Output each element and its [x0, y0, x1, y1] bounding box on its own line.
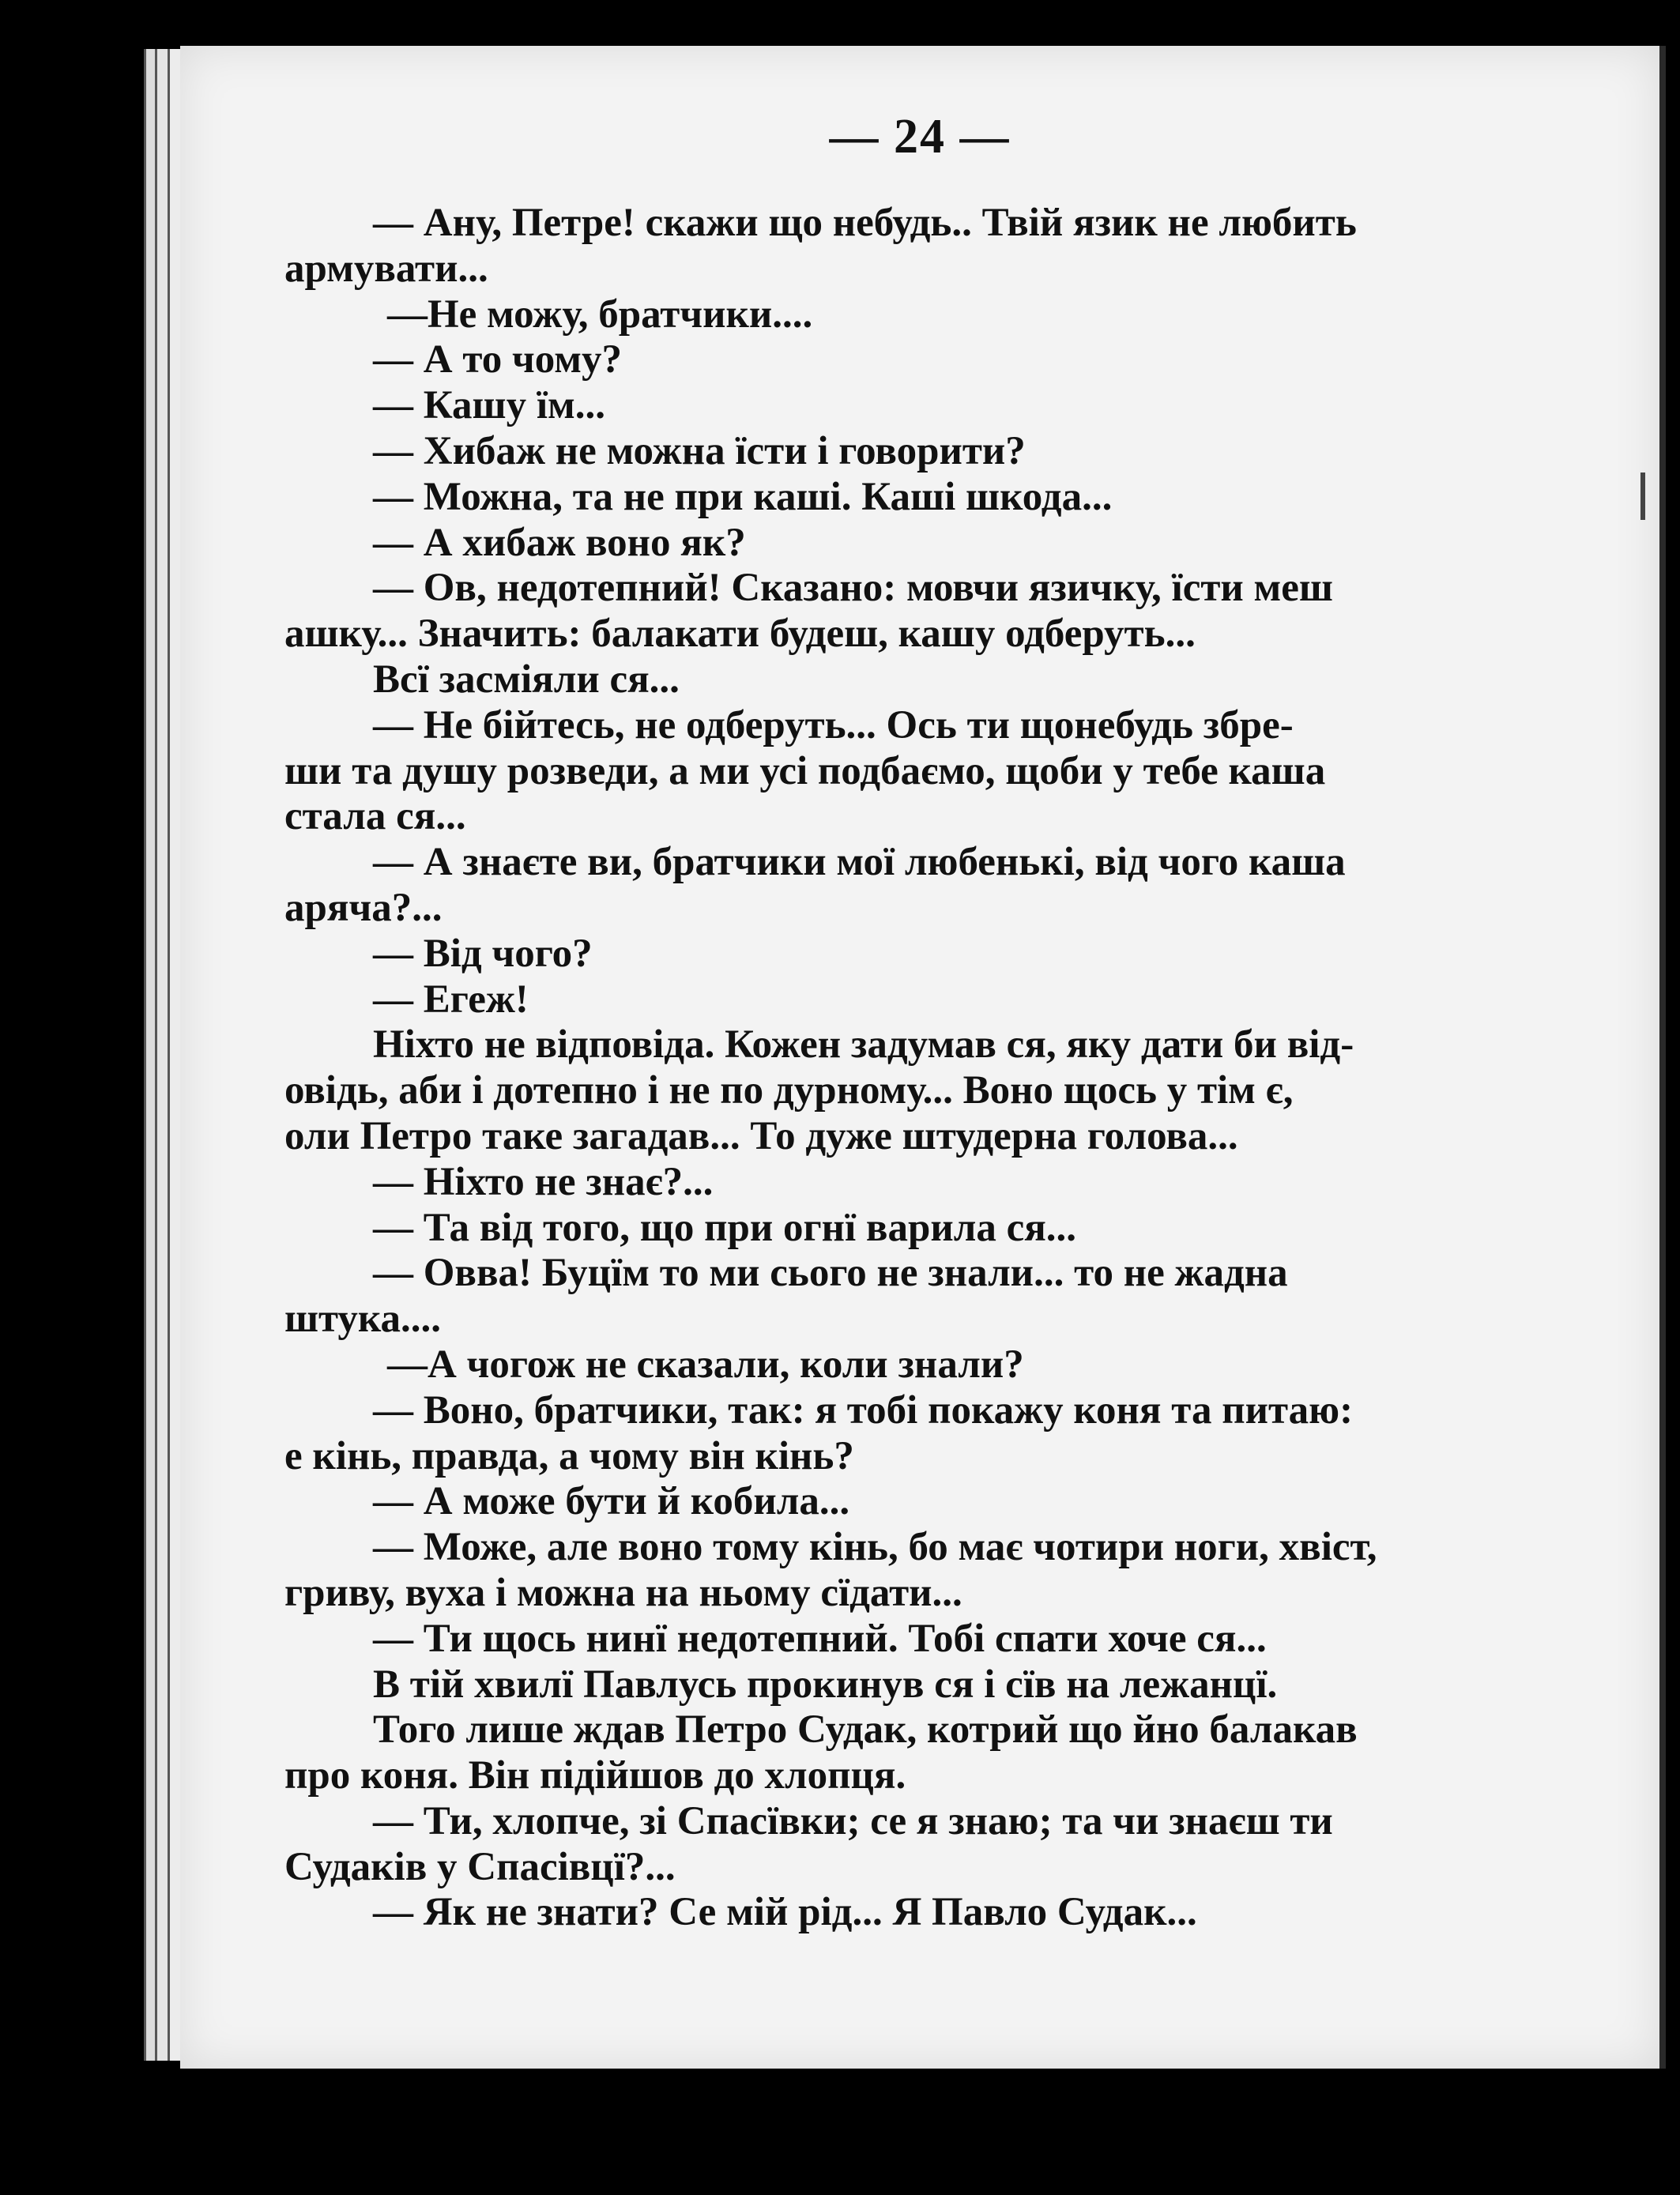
text-line: Судаків у Спасівцї?...	[284, 1844, 676, 1889]
text-line: — Ти, хлопче, зі Спасївки; се я знаю; та чи знаєш ти	[373, 1798, 1333, 1843]
text-line: — Егеж!	[373, 977, 529, 1022]
text-line: В тій хвилї Павлусь прокинув ся і сїв на лежанцї.	[373, 1662, 1278, 1707]
text-line: —А чогож не сказали, коли знали?	[387, 1342, 1024, 1387]
text-line: — Ніхто не знає?...	[373, 1159, 714, 1204]
text-line: — Овва! Буцїм то ми сього не знали... то не жадна	[373, 1251, 1288, 1296]
text-line: е кінь, правда, а чому він кінь?	[284, 1433, 854, 1478]
text-line: ши та душу розведи, а ми усі подбаємо, щоби у тебе каша	[284, 748, 1326, 793]
book-page	[180, 46, 1666, 2069]
text-line: — Ти щось нинї недотепний. Тобі спати хоче ся...	[373, 1616, 1267, 1661]
text-line: армувати...	[284, 246, 488, 291]
text-line: — Та від того, що при огнї варила ся...	[373, 1205, 1077, 1250]
page-number: — 24 —	[829, 110, 1011, 164]
text-line: — Кашу їм...	[373, 383, 606, 428]
text-line: оли Петро таке загадав... То дуже штудерна голова...	[284, 1113, 1238, 1158]
page-text	[284, 201, 1541, 1936]
text-line: штука....	[284, 1297, 442, 1342]
text-line: — А хибаж воно як?	[373, 520, 746, 565]
text-line: — А знаєте ви, братчики мої любенькі, від чого каша	[373, 840, 1346, 885]
text-line: аряча?...	[284, 885, 443, 930]
text-line: — Воно, братчики, так: я тобі покажу коня та питаю:	[373, 1387, 1354, 1433]
page-edge-mark	[1640, 473, 1645, 520]
text-line: Всї засміяли ся...	[373, 657, 680, 702]
text-line: — Може, але воно тому кінь, бо має чотири ноги, хвіст,	[373, 1525, 1377, 1570]
text-line: — Можна, та не при каші. Каші шкода...	[373, 474, 1113, 519]
text-line: — Не бійтесь, не одберуть... Ось ти щонебудь збре-	[373, 702, 1294, 747]
text-line: —Не можу, братчики....	[387, 292, 813, 337]
text-line: стала ся...	[284, 794, 466, 839]
text-line: — А може бути й кобила...	[373, 1479, 850, 1524]
text-line: про коня. Він підійшов до хлопця.	[284, 1753, 906, 1798]
text-line: — Ов, недотепний! Сказано: мовчи язичку, їсти меш	[373, 566, 1333, 611]
text-line: гриву, вуха і можна на ньому сїдати...	[284, 1570, 962, 1615]
text-line: Того лише ждав Петро Судак, котрий що йно балакав	[373, 1707, 1358, 1753]
text-line: — Як не знати? Се мій рід... Я Павло Судак...	[373, 1890, 1197, 1935]
text-line: овідь, аби і дотепно і не по дурному... Воно щось у тім є,	[284, 1068, 1294, 1113]
text-line: — Ану, Петре! скажи що небудь.. Твій язик не любить	[373, 201, 1357, 245]
text-line: — Хибаж не можна їсти і говорити?	[373, 428, 1026, 473]
text-line: — Від чого?	[373, 931, 593, 976]
text-line: Ніхто не відповіда. Кожен задумав ся, яку дати би від-	[373, 1022, 1354, 1067]
text-line: — А то чому?	[373, 337, 622, 382]
text-line: ашку... Значить: балакати будеш, кашу одберуть...	[284, 612, 1196, 657]
